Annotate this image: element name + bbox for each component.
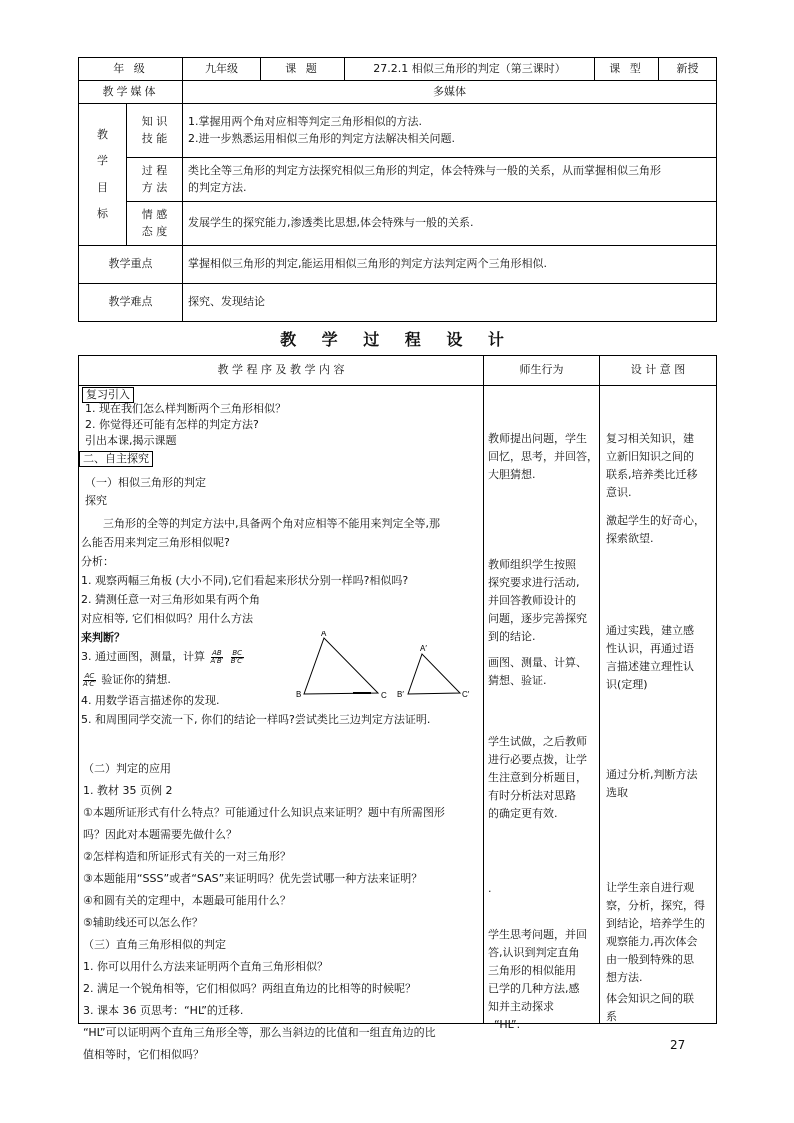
step-4: 4. 用数学语言描述你的发现. — [81, 694, 220, 707]
knowledge-line: 2.进一步熟悉运用相似三角形的判定方法解决相关问题. — [188, 131, 455, 145]
process-line: 类比全等三角形的判定方法探究相似三角形的判定，体会特殊与一般的关系，从而掌握相似三角形 — [188, 164, 661, 177]
objectives-char: 教 — [97, 127, 108, 141]
step-3-text: 验证你的猜想. — [101, 673, 171, 686]
part3-line: 值相等时，它们相似吗？ — [83, 1048, 204, 1061]
intent-line: 立新旧知识之间的 — [606, 450, 694, 463]
vertex-c-prime: C′ — [462, 690, 470, 699]
part2-line: ②怎样构造和所证形式有关的一对三角形？ — [83, 850, 291, 863]
intent-line: 复习相关知识，建 — [606, 432, 694, 445]
intent-cell — [600, 386, 717, 1024]
intent-line: 察，分析，探究，得 — [606, 899, 705, 912]
behavior-line: 知并主动探求 — [488, 1000, 554, 1013]
topic-label: 课 题 — [261, 58, 345, 81]
behavior-line: 的确定更有效. — [488, 807, 558, 820]
step-2: 对应相等, 它们相似吗？用什么方法 — [81, 612, 253, 625]
behavior-cell — [484, 386, 600, 1031]
process-label-2: 方 法 — [141, 180, 168, 194]
behavior-line: 生注意到分析题目， — [488, 771, 587, 784]
ratio-ac-num: AC — [84, 671, 95, 680]
knowledge-label-2: 技 能 — [141, 131, 168, 145]
knowledge-label-1: 知 识 — [141, 115, 168, 128]
part1-question-line: 么能否用来判定三角形相似呢? — [81, 536, 230, 549]
knowledge-line: 1.掌握用两个角对应相等判定三角形相似的方法. — [188, 115, 422, 128]
intent-line: 由一般到特殊的思 — [606, 953, 694, 966]
topic-value: 27.2.1 相似三角形的判定（第三课时） — [345, 58, 595, 81]
behavior-line: 回忆，思考，并回答， — [488, 450, 598, 463]
vertex-a: A — [321, 631, 327, 638]
lesson-info-table — [78, 57, 717, 322]
step-2: 2. 猜测任意一对三角形如果有两个角 — [81, 593, 260, 606]
review-line: 1. 现在我们怎么样判断两个三角形相似？ — [85, 402, 286, 415]
objectives-char: 目 — [97, 180, 108, 194]
objectives-char: 学 — [97, 154, 108, 168]
part2-title: （二）判定的应用 — [83, 762, 171, 775]
step-3-text: 3. 通过画图，测量，计算 — [81, 650, 205, 663]
behavior-line: 问题，逐步完善探究 — [488, 612, 587, 625]
ratio-ac-den: A′C′ — [83, 679, 96, 688]
col-header-intent: 设 计 意 图 — [600, 356, 717, 386]
intent-line: 通过实践，建立感 — [606, 624, 694, 637]
intent-line: 想方法. — [606, 971, 643, 984]
part3-line: 2. 满足一个锐角相等，它们相似吗？两组直角边的比相等的时候呢？ — [83, 982, 416, 995]
emotion-label-1: 情 感 — [141, 208, 168, 221]
media-value: 多媒体 — [183, 81, 717, 104]
ratio-ac — [83, 673, 96, 688]
triangle-figure — [293, 631, 483, 706]
triangle-a-prime — [408, 654, 460, 694]
behavior-line: 学生试做，之后教师 — [488, 735, 587, 748]
behavior-line: 答,认识到判定直角 — [488, 946, 580, 959]
vertex-a-prime: A′ — [420, 644, 427, 653]
grade-value: 九年级 — [183, 58, 261, 81]
behavior-line: 到的结论. — [488, 630, 536, 643]
intent-line: 意识. — [606, 486, 632, 499]
part1-question-line: 三角形的全等的判定方法中,具备两个角对应相等不能用来判定全等,那 — [103, 517, 440, 530]
part2-line: ④和圆有关的定理中，本题最可能用什么？ — [83, 894, 291, 907]
behavior-line: “HL”. — [494, 1018, 521, 1031]
behavior-line: 大胆猜想. — [488, 468, 536, 481]
ratio-bc-num: BC — [232, 648, 243, 657]
behavior-dot: . — [488, 882, 492, 895]
page-number: 27 — [670, 1038, 686, 1052]
behavior-line: 猜想、验证. — [488, 674, 547, 687]
key-point-label: 教学重点 — [79, 246, 183, 284]
process-content — [183, 158, 717, 202]
media-label: 教学媒体 — [79, 81, 183, 104]
part2-line: 吗？因此对本题需要先做什么？ — [83, 828, 237, 841]
grade-label: 年 级 — [79, 58, 183, 81]
intent-line: 体会知识之间的联 — [606, 992, 694, 1005]
type-label: 课 型 — [595, 58, 659, 81]
ratio-ab-den: A′B′ — [210, 656, 224, 665]
intent-line: 言描述建立理性认 — [606, 660, 694, 673]
behavior-line: 教师组织学生按照 — [488, 558, 576, 571]
objectives-char: 标 — [97, 206, 108, 220]
intent-line: 让学生亲自进行观 — [606, 881, 694, 894]
part2-line: 1. 教材 35 页例 2 — [83, 784, 173, 797]
emotion-content: 发展学生的探究能力,渗透类比思想,体会特殊与一般的关系. — [183, 202, 717, 246]
behavior-line: 学生思考问题，并回 — [488, 928, 587, 941]
intent-line: 选取 — [606, 786, 628, 799]
ratio-ab — [211, 650, 224, 665]
difficulty-value: 探究、发现结论 — [183, 284, 717, 322]
process-label-1: 过 程 — [141, 164, 168, 177]
intent-line: 观察能力,再次体会 — [606, 935, 698, 948]
part2-line: ①本题所证形式有什么特点？可能通过什么知识点来证明？题中有所需图形 — [83, 806, 445, 819]
vertex-b: B — [296, 690, 302, 699]
part3-line: 1. 你可以用什么方法来证明两个直角三角形相似？ — [83, 960, 328, 973]
vertex-c: C — [381, 691, 387, 700]
intent-line: 性认识，再通过语 — [606, 642, 694, 655]
knowledge-content — [183, 104, 717, 158]
intent-line: 到结论，培养学生的 — [606, 917, 705, 930]
part2-line: ③本题能用“SSS”或者“SAS”来证明吗？优先尝试哪一种方法来证明？ — [83, 872, 423, 885]
part1-title: （一）相似三角形的判定 — [85, 476, 206, 489]
behavior-line: 进行必要点拨，让学 — [488, 753, 587, 766]
behavior-line: 三角形的相似能用 — [488, 964, 576, 977]
step-2: 来判断？ — [81, 631, 125, 644]
behavior-line: 并回答教师设计的 — [488, 594, 576, 607]
step-5: 5. 和周围同学交流一下, 你们的结论一样吗?尝试类比三边判定方法证明. — [81, 713, 431, 726]
behavior-line: 画图、测量、计算、 — [488, 656, 587, 669]
emotion-label — [127, 202, 183, 246]
content-cell — [79, 386, 484, 1061]
objectives-label — [79, 104, 127, 246]
behavior-line: 探究要求进行活动, — [488, 576, 580, 589]
triangle-abc — [304, 638, 378, 694]
vertex-b-prime: B′ — [397, 690, 404, 699]
step-1: 1. 观察两幅三角板 (大小不同),它们看起来形状分别一样吗?相似吗? — [81, 574, 409, 587]
behavior-line: 有时分析法对思路 — [488, 789, 576, 802]
intent-line: 识(定理) — [606, 678, 648, 691]
difficulty-label: 教学难点 — [79, 284, 183, 322]
intent-line: 通过分析,判断方法 — [606, 768, 698, 781]
review-line: 2. 你觉得还可能有怎样的判定方法? — [85, 418, 259, 431]
type-value: 新授 — [659, 58, 717, 81]
col-header-behavior: 师生行为 — [484, 356, 600, 386]
ratio-bc-den: B′C′ — [230, 656, 244, 665]
review-title: 复习引入 — [82, 387, 134, 403]
ratio-ab-num: AB — [212, 648, 222, 657]
part2-line: ⑤辅助线还可以怎么作？ — [83, 916, 203, 929]
analysis-label: 分析： — [81, 555, 114, 568]
behavior-line: 教师提出问题，学生 — [488, 432, 587, 445]
emotion-label-2: 态 度 — [141, 224, 168, 238]
intent-line: 系 — [606, 1010, 617, 1023]
knowledge-label — [127, 104, 183, 158]
col-header-content: 教 学 程 序 及 教 学 内 容 — [79, 356, 484, 386]
part3-line: “HL”可以证明两个直角三角形全等，那么当斜边的比值和一组直角边的比 — [83, 1026, 436, 1039]
key-point-value: 掌握相似三角形的判定,能运用相似三角形的判定方法判定两个三角形相似. — [183, 246, 717, 284]
process-line: 的判定方法. — [188, 180, 247, 194]
intent-line: 激起学生的好奇心， — [606, 514, 705, 527]
intent-line: 探索欲望. — [606, 532, 654, 545]
section-title: 教 学 过 程 设 计 — [280, 330, 514, 349]
intent-line: 联系,培养类比迁移 — [606, 468, 698, 481]
behavior-line: 已学的几种方法,感 — [488, 982, 580, 995]
part1-sub: 探究 — [85, 494, 107, 507]
part3-line: 3. 课本 36 页思考：“HL”的迁移. — [83, 1004, 244, 1017]
process-label — [127, 158, 183, 202]
review-line: 引出本课,揭示课题 — [85, 434, 177, 447]
explore-title: 二、自主探究 — [79, 451, 153, 467]
part3-title: （三）直角三角形相似的判定 — [83, 938, 226, 951]
ratio-bc — [231, 650, 244, 665]
